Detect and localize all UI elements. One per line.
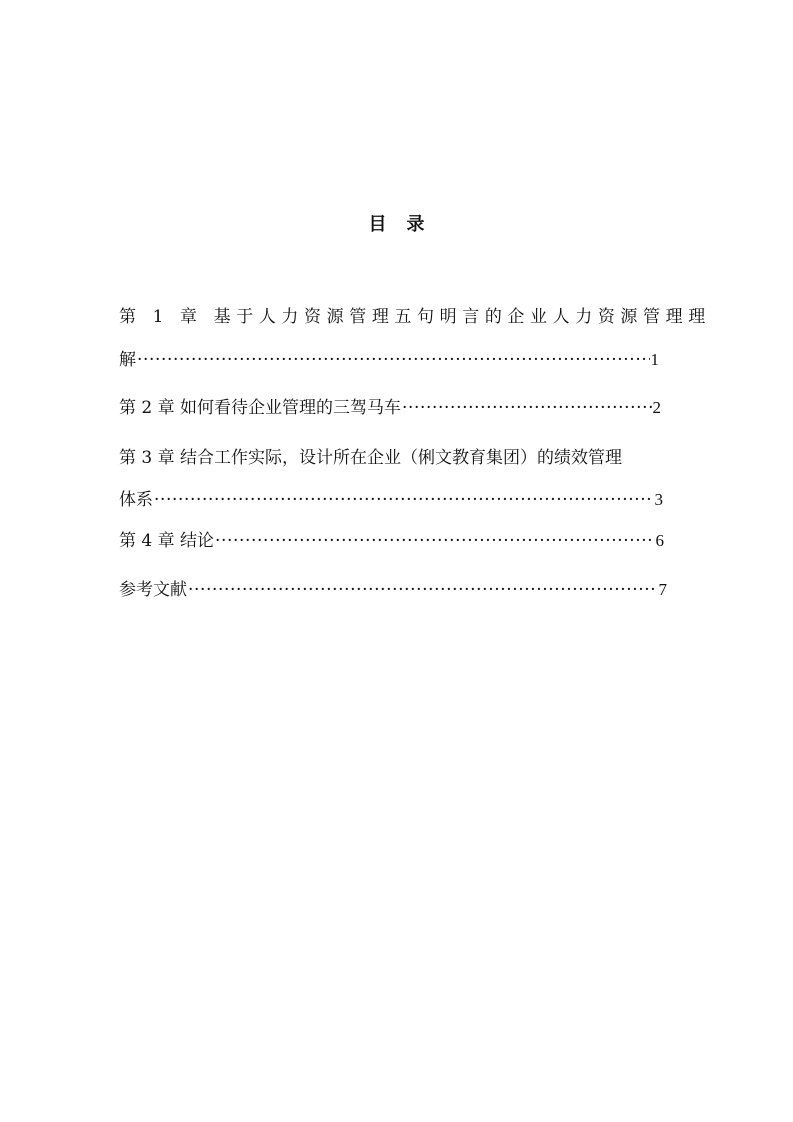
toc-entry-title: 参考文献 bbox=[119, 580, 187, 600]
toc-entry-3[interactable] bbox=[119, 488, 663, 512]
toc-entry-references[interactable] bbox=[119, 578, 667, 602]
toc-page-number: 7 bbox=[658, 580, 667, 599]
toc-page-number: 2 bbox=[652, 398, 661, 417]
toc-title: 目录 bbox=[368, 214, 445, 235]
toc-entry-1[interactable] bbox=[119, 348, 659, 372]
toc-entry-title: 解 bbox=[119, 350, 136, 370]
leader-dots bbox=[215, 529, 654, 553]
toc-page-number: 3 bbox=[654, 490, 663, 509]
toc-page-number: 1 bbox=[650, 350, 659, 369]
toc-entry-4[interactable] bbox=[119, 529, 664, 553]
toc-entry-3-line1[interactable] bbox=[119, 446, 669, 470]
toc-entry-title: 第 3 章 结合工作实际，设计所在企业（俐文教育集团）的绩效管理 bbox=[119, 448, 623, 468]
toc-entry-title: 体系 bbox=[119, 490, 153, 510]
toc-entry-2[interactable] bbox=[119, 396, 661, 420]
toc-entry-1-line1[interactable] bbox=[119, 305, 711, 329]
leader-dots bbox=[402, 396, 651, 420]
toc-entry-title: 第 2 章 如何看待企业管理的三驾马车 bbox=[119, 398, 402, 418]
toc-entry-title: 第 1 章 基于人力资源管理五句明言的企业人力资源管理理 bbox=[119, 307, 711, 327]
toc-page-number: 6 bbox=[655, 531, 664, 550]
leader-dots bbox=[137, 348, 650, 372]
leader-dots bbox=[188, 578, 658, 602]
toc-entry-title: 第 4 章 结论 bbox=[119, 531, 215, 551]
leader-dots bbox=[154, 488, 654, 512]
